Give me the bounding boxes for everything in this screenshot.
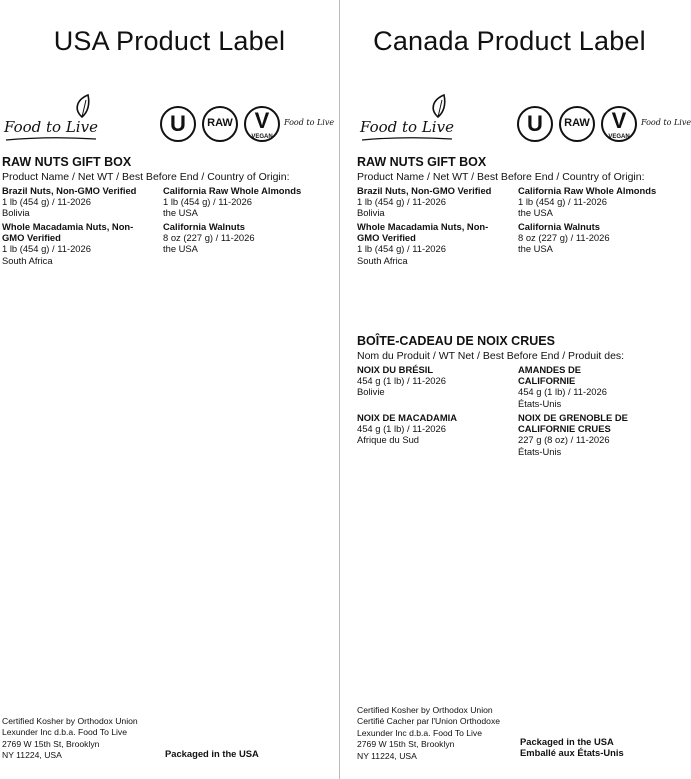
brand-name: Food to Live — [360, 118, 454, 136]
item-origin: South Africa — [2, 254, 53, 266]
footer-line: Certified Kosher by Orthodox Union — [357, 705, 493, 715]
item-name: California Walnuts — [163, 221, 245, 232]
vegan-v-letter: V — [254, 108, 270, 133]
item-detail: 1 lb (454 g) / 11-2026 — [518, 196, 607, 208]
item-almonds — [163, 185, 333, 219]
item-name: Whole Macadamia Nuts, Non-GMO Verified — [2, 221, 134, 244]
panel-title: Canada Product Label — [373, 26, 646, 56]
footer-line: Certified Kosher by Orthodox Union — [2, 716, 138, 726]
kosher-u-icon: U — [160, 106, 196, 142]
item-origin: Afrique du Sud — [357, 434, 420, 446]
footer-line: NY 11224, USA — [2, 750, 62, 761]
item-origin: the USA — [518, 207, 553, 219]
item-origin: Bolivia — [2, 207, 30, 219]
french-product-title: BOÎTE-CADEAU DE NOIX CRUES — [357, 334, 555, 348]
footer-line: 2769 W 15th St, Brooklyn — [357, 739, 455, 750]
brand-logo — [358, 108, 478, 148]
product-title: RAW NUTS GIFT BOX — [2, 155, 132, 169]
item-name: NOIX DE GRENOBLE DE CALIFORNIE CRUES — [518, 412, 628, 435]
item-detail: 8 oz (227 g) / 11-2026 — [163, 232, 255, 244]
footer-address — [2, 716, 138, 762]
footer-line: Lexunder Inc d.b.a. Food To Live — [2, 727, 128, 738]
usa-label-panel — [0, 0, 339, 779]
fr-item-noix-de-macadamia — [357, 412, 507, 446]
mini-brand-logo: Food to Live — [641, 118, 691, 127]
packaged-in-en: Packaged in the USA — [520, 736, 614, 747]
packaged-in-fr: Emballé aux États-Unis — [520, 747, 624, 759]
vegan-icon — [244, 106, 280, 142]
item-origin: Bolivie — [357, 386, 385, 398]
swoosh-icon — [4, 136, 99, 142]
footer-address — [357, 705, 500, 762]
fr-item-noix-du-bresil — [357, 364, 507, 398]
item-origin: the USA — [518, 243, 553, 255]
item-detail: 1 lb (454 g) / 11-2026 — [357, 243, 446, 255]
item-name: Whole Macadamia Nuts, Non-GMO Verified — [357, 221, 489, 244]
panel-title: USA Product Label — [53, 26, 286, 56]
item-brazil-nuts — [2, 185, 152, 219]
item-detail: 454 g (1 lb) / 11-2026 — [518, 386, 607, 398]
brand-name: Food to Live — [4, 118, 98, 136]
item-detail: 1 lb (454 g) / 11-2026 — [2, 196, 91, 208]
item-name: NOIX DE MACADAMIA — [357, 412, 457, 423]
item-walnuts — [518, 221, 678, 255]
item-origin: the USA — [163, 243, 198, 255]
vegan-text: VEGAN — [251, 134, 273, 140]
footer-line: Certifié Cacher par l'Union Orthodoxe — [357, 716, 501, 727]
item-name: Brazil Nuts, Non-GMO Verified — [357, 185, 492, 196]
item-detail: 454 g (1 lb) / 11-2026 — [357, 375, 446, 387]
item-walnuts — [163, 221, 333, 255]
product-subtitle: Product Name / Net WT / Best Before End / Country of Origin: — [357, 171, 645, 183]
vegan-icon — [601, 106, 637, 142]
item-detail: 1 lb (454 g) / 11-2026 — [357, 196, 446, 208]
mini-brand-logo: Food to Live — [284, 118, 335, 127]
fr-item-noix-de-grenoble — [518, 412, 628, 457]
swoosh-icon — [360, 136, 455, 142]
leaf-icon — [72, 94, 92, 118]
footer-line: 2769 W 15th St, Brooklyn — [2, 738, 100, 749]
item-name: AMANDES DE CALIFORNIE — [518, 364, 582, 387]
item-name: California Walnuts — [518, 221, 600, 232]
item-name: California Raw Whole Almonds — [518, 185, 657, 196]
item-detail: 454 g (1 lb) / 11-2026 — [357, 423, 446, 435]
product-title: RAW NUTS GIFT BOX — [357, 155, 487, 169]
item-origin: South Africa — [357, 254, 408, 266]
vegan-text: VEGAN — [608, 134, 630, 140]
packaged-in: Packaged in the USA — [165, 748, 259, 759]
kosher-u-icon: U — [517, 106, 553, 142]
item-origin: the USA — [163, 207, 198, 219]
item-detail: 227 g (8 oz) / 11-2026 — [518, 434, 610, 446]
item-detail: 8 oz (227 g) / 11-2026 — [518, 232, 610, 244]
item-name: Brazil Nuts, Non-GMO Verified — [2, 185, 137, 196]
vegan-v-letter: V — [611, 108, 627, 133]
item-name: California Raw Whole Almonds — [163, 185, 302, 196]
footer-line: Lexunder Inc d.b.a. Food To Live — [357, 727, 483, 738]
raw-icon: RAW — [559, 106, 595, 142]
footer-line: NY 11224, USA — [357, 750, 417, 761]
item-almonds — [518, 185, 678, 219]
item-detail: 1 lb (454 g) / 11-2026 — [163, 196, 252, 208]
item-macadamia — [357, 221, 507, 266]
item-macadamia — [2, 221, 152, 266]
item-name: NOIX DU BRÉSIL — [357, 364, 434, 375]
item-origin: Bolivia — [357, 207, 385, 219]
french-product-subtitle: Nom du Produit / WT Net / Best Before End / Produit des: — [357, 350, 625, 362]
item-detail: 1 lb (454 g) / 11-2026 — [2, 243, 91, 255]
item-origin: États-Unis — [518, 397, 562, 409]
raw-icon: RAW — [202, 106, 238, 142]
packaged-in — [520, 736, 624, 759]
item-brazil-nuts — [357, 185, 507, 219]
canada-label-panel — [340, 0, 691, 779]
leaf-icon — [428, 94, 448, 118]
item-origin: États-Unis — [518, 445, 562, 457]
brand-logo — [2, 108, 122, 148]
product-subtitle: Product Name / Net WT / Best Before End / Country of Origin: — [2, 171, 290, 183]
fr-item-amandes — [518, 364, 618, 409]
